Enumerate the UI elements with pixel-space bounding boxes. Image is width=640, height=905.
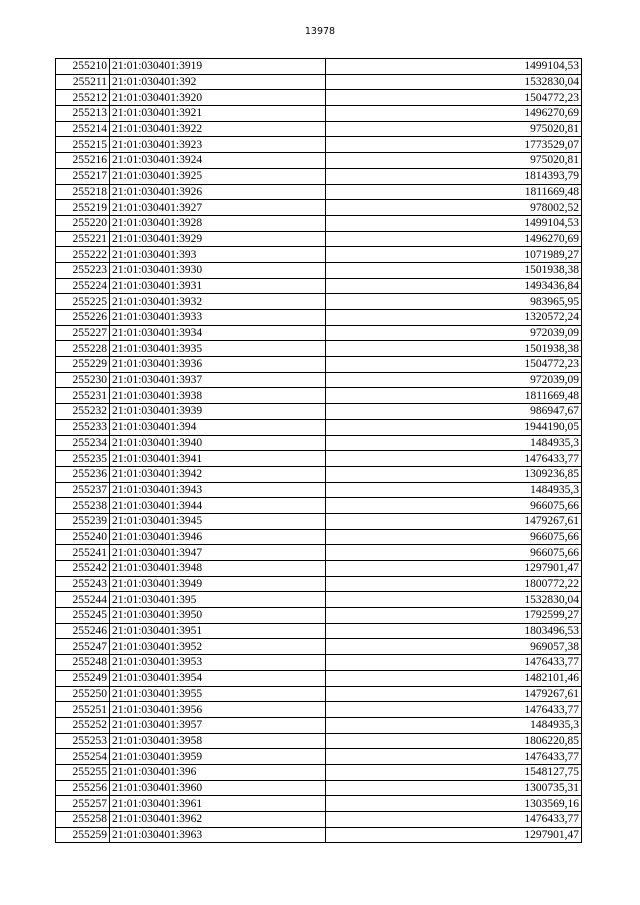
cadastral-value-cell: 1944190,05 — [326, 419, 582, 435]
cadastral-number-cell: 21:01:030401:3920 — [110, 90, 326, 106]
cadastral-number-cell: 21:01:030401:3957 — [110, 717, 326, 733]
row-number-cell: 255220 — [56, 215, 110, 231]
cadastral-value-cell: 1792599,27 — [326, 608, 582, 624]
cadastral-number-cell: 21:01:030401:3958 — [110, 733, 326, 749]
table-row — [56, 670, 582, 686]
table-row — [56, 435, 582, 451]
cadastral-number-cell: 21:01:030401:3951 — [110, 623, 326, 639]
row-number-cell: 255250 — [56, 686, 110, 702]
table-row — [56, 215, 582, 231]
cadastral-number-cell: 21:01:030401:3923 — [110, 137, 326, 153]
cadastral-value-cell: 1476433,77 — [326, 451, 582, 467]
cadastral-value-cell: 975020,81 — [326, 153, 582, 169]
cadastral-number-cell: 21:01:030401:3962 — [110, 812, 326, 828]
cadastral-number-cell: 21:01:030401:395 — [110, 592, 326, 608]
cadastral-value-cell: 1499104,53 — [326, 215, 582, 231]
cadastral-value-cell: 1300735,31 — [326, 780, 582, 796]
row-number-cell: 255229 — [56, 357, 110, 373]
row-number-cell: 255228 — [56, 341, 110, 357]
cadastral-number-cell: 21:01:030401:3946 — [110, 529, 326, 545]
table-row — [56, 200, 582, 216]
cadastral-value-cell: 1479267,61 — [326, 686, 582, 702]
row-number-cell: 255210 — [56, 59, 110, 75]
cadastral-value-cell: 1476433,77 — [326, 702, 582, 718]
cadastral-number-cell: 21:01:030401:393 — [110, 247, 326, 263]
table-row — [56, 325, 582, 341]
row-number-cell: 255237 — [56, 482, 110, 498]
table-row — [56, 262, 582, 278]
cadastral-number-cell: 21:01:030401:392 — [110, 74, 326, 90]
cadastral-value-cell: 1548127,75 — [326, 764, 582, 780]
cadastral-value-cell: 1811669,48 — [326, 388, 582, 404]
table-row — [56, 74, 582, 90]
cadastral-number-cell: 21:01:030401:3953 — [110, 655, 326, 671]
row-number-cell: 255230 — [56, 372, 110, 388]
cadastral-number-cell: 21:01:030401:3956 — [110, 702, 326, 718]
cadastral-value-cell: 1320572,24 — [326, 310, 582, 326]
row-number-cell: 255216 — [56, 153, 110, 169]
cadastral-value-cell: 978002,52 — [326, 200, 582, 216]
cadastral-value-cell: 1499104,53 — [326, 59, 582, 75]
cadastral-value-cell: 1504772,23 — [326, 357, 582, 373]
cadastral-number-cell: 21:01:030401:3928 — [110, 215, 326, 231]
cadastral-value-cell: 1071989,27 — [326, 247, 582, 263]
row-number-cell: 255255 — [56, 764, 110, 780]
cadastral-number-cell: 21:01:030401:3941 — [110, 451, 326, 467]
cadastral-value-cell: 1479267,61 — [326, 513, 582, 529]
table-row — [56, 59, 582, 75]
cadastral-value-cell: 986947,67 — [326, 404, 582, 420]
cadastral-value-cell: 1532830,04 — [326, 74, 582, 90]
cadastral-value-cell: 1484935,3 — [326, 435, 582, 451]
row-number-cell: 255249 — [56, 670, 110, 686]
row-number-cell: 255239 — [56, 513, 110, 529]
table-row — [56, 733, 582, 749]
table-row — [56, 513, 582, 529]
table-row — [56, 576, 582, 592]
row-number-cell: 255248 — [56, 655, 110, 671]
cadastral-number-cell: 21:01:030401:3930 — [110, 262, 326, 278]
row-number-cell: 255251 — [56, 702, 110, 718]
cadastral-number-cell: 21:01:030401:3963 — [110, 827, 326, 843]
row-number-cell: 255241 — [56, 545, 110, 561]
table-row — [56, 749, 582, 765]
table-row — [56, 498, 582, 514]
table-row — [56, 482, 582, 498]
row-number-cell: 255257 — [56, 796, 110, 812]
cadastral-number-cell: 21:01:030401:3932 — [110, 294, 326, 310]
table-row — [56, 404, 582, 420]
cadastral-value-cell: 1297901,47 — [326, 561, 582, 577]
row-number-cell: 255224 — [56, 278, 110, 294]
row-number-cell: 255234 — [56, 435, 110, 451]
cadastral-value-cell: 966075,66 — [326, 498, 582, 514]
table-row — [56, 592, 582, 608]
cadastral-number-cell: 21:01:030401:3950 — [110, 608, 326, 624]
cadastral-number-cell: 21:01:030401:3942 — [110, 466, 326, 482]
cadastral-value-cell: 975020,81 — [326, 121, 582, 137]
cadastral-number-cell: 21:01:030401:3929 — [110, 231, 326, 247]
cadastral-value-cell: 1532830,04 — [326, 592, 582, 608]
table-row — [56, 90, 582, 106]
cadastral-number-cell: 21:01:030401:3927 — [110, 200, 326, 216]
table-row — [56, 153, 582, 169]
row-number-cell: 255254 — [56, 749, 110, 765]
row-number-cell: 255259 — [56, 827, 110, 843]
row-number-cell: 255221 — [56, 231, 110, 247]
cadastral-value-table — [55, 58, 582, 843]
cadastral-number-cell: 21:01:030401:3943 — [110, 482, 326, 498]
table-row — [56, 545, 582, 561]
cadastral-value-cell: 1814393,79 — [326, 168, 582, 184]
row-number-cell: 255236 — [56, 466, 110, 482]
cadastral-value-cell: 1496270,69 — [326, 231, 582, 247]
cadastral-number-cell: 21:01:030401:3954 — [110, 670, 326, 686]
cadastral-value-cell: 1484935,3 — [326, 482, 582, 498]
cadastral-number-cell: 21:01:030401:3959 — [110, 749, 326, 765]
cadastral-number-cell: 21:01:030401:3960 — [110, 780, 326, 796]
cadastral-value-cell: 972039,09 — [326, 325, 582, 341]
row-number-cell: 255233 — [56, 419, 110, 435]
table-row — [56, 561, 582, 577]
table-row — [56, 106, 582, 122]
cadastral-value-cell: 969057,38 — [326, 639, 582, 655]
row-number-cell: 255213 — [56, 106, 110, 122]
row-number-cell: 255211 — [56, 74, 110, 90]
row-number-cell: 255253 — [56, 733, 110, 749]
cadastral-number-cell: 21:01:030401:3936 — [110, 357, 326, 373]
table-row — [56, 686, 582, 702]
cadastral-number-cell: 21:01:030401:3921 — [110, 106, 326, 122]
row-number-cell: 255219 — [56, 200, 110, 216]
table-row — [56, 341, 582, 357]
table-row — [56, 764, 582, 780]
cadastral-number-cell: 21:01:030401:3955 — [110, 686, 326, 702]
cadastral-number-cell: 21:01:030401:3931 — [110, 278, 326, 294]
row-number-cell: 255245 — [56, 608, 110, 624]
table-row — [56, 294, 582, 310]
table-row — [56, 623, 582, 639]
cadastral-value-cell: 1493436,84 — [326, 278, 582, 294]
cadastral-number-cell: 21:01:030401:3937 — [110, 372, 326, 388]
table-row — [56, 168, 582, 184]
table-row — [56, 231, 582, 247]
row-number-cell: 255222 — [56, 247, 110, 263]
row-number-cell: 255242 — [56, 561, 110, 577]
table-row — [56, 780, 582, 796]
table-row — [56, 717, 582, 733]
row-number-cell: 255217 — [56, 168, 110, 184]
cadastral-number-cell: 21:01:030401:394 — [110, 419, 326, 435]
cadastral-value-cell: 1476433,77 — [326, 655, 582, 671]
cadastral-value-cell: 1800772,22 — [326, 576, 582, 592]
cadastral-number-cell: 21:01:030401:3933 — [110, 310, 326, 326]
cadastral-number-cell: 21:01:030401:3926 — [110, 184, 326, 200]
table-row — [56, 608, 582, 624]
cadastral-number-cell: 21:01:030401:396 — [110, 764, 326, 780]
row-number-cell: 255225 — [56, 294, 110, 310]
cadastral-value-cell: 983965,95 — [326, 294, 582, 310]
table-row — [56, 419, 582, 435]
cadastral-number-cell: 21:01:030401:3919 — [110, 59, 326, 75]
table-row — [56, 310, 582, 326]
row-number-cell: 255226 — [56, 310, 110, 326]
table-row — [56, 702, 582, 718]
row-number-cell: 255212 — [56, 90, 110, 106]
cadastral-value-cell: 1496270,69 — [326, 106, 582, 122]
row-number-cell: 255215 — [56, 137, 110, 153]
cadastral-number-cell: 21:01:030401:3952 — [110, 639, 326, 655]
table-row — [56, 121, 582, 137]
table-row — [56, 639, 582, 655]
row-number-cell: 255231 — [56, 388, 110, 404]
cadastral-number-cell: 21:01:030401:3945 — [110, 513, 326, 529]
table-row — [56, 451, 582, 467]
cadastral-value-cell: 1501938,38 — [326, 341, 582, 357]
table-row — [56, 388, 582, 404]
cadastral-value-cell: 972039,09 — [326, 372, 582, 388]
cadastral-number-cell: 21:01:030401:3948 — [110, 561, 326, 577]
table-row — [56, 137, 582, 153]
cadastral-number-cell: 21:01:030401:3940 — [110, 435, 326, 451]
row-number-cell: 255240 — [56, 529, 110, 545]
row-number-cell: 255243 — [56, 576, 110, 592]
cadastral-number-cell: 21:01:030401:3924 — [110, 153, 326, 169]
row-number-cell: 255227 — [56, 325, 110, 341]
cadastral-number-cell: 21:01:030401:3961 — [110, 796, 326, 812]
cadastral-number-cell: 21:01:030401:3934 — [110, 325, 326, 341]
cadastral-number-cell: 21:01:030401:3947 — [110, 545, 326, 561]
cadastral-number-cell: 21:01:030401:3944 — [110, 498, 326, 514]
row-number-cell: 255232 — [56, 404, 110, 420]
cadastral-value-cell: 966075,66 — [326, 545, 582, 561]
row-number-cell: 255258 — [56, 812, 110, 828]
cadastral-value-cell: 1773529,07 — [326, 137, 582, 153]
table-row — [56, 278, 582, 294]
table-row — [56, 796, 582, 812]
row-number-cell: 255238 — [56, 498, 110, 514]
cadastral-value-cell: 1504772,23 — [326, 90, 582, 106]
table-row — [56, 529, 582, 545]
row-number-cell: 255246 — [56, 623, 110, 639]
cadastral-value-cell: 1482101,46 — [326, 670, 582, 686]
cadastral-value-cell: 1501938,38 — [326, 262, 582, 278]
cadastral-value-cell: 1309236,85 — [326, 466, 582, 482]
table-row — [56, 466, 582, 482]
cadastral-number-cell: 21:01:030401:3925 — [110, 168, 326, 184]
cadastral-value-cell: 1476433,77 — [326, 749, 582, 765]
table-row — [56, 184, 582, 200]
row-number-cell: 255235 — [56, 451, 110, 467]
table-row — [56, 827, 582, 843]
cadastral-value-cell: 1297901,47 — [326, 827, 582, 843]
cadastral-number-cell: 21:01:030401:3935 — [110, 341, 326, 357]
table-row — [56, 357, 582, 373]
cadastral-value-cell: 966075,66 — [326, 529, 582, 545]
cadastral-number-cell: 21:01:030401:3922 — [110, 121, 326, 137]
table-body — [56, 59, 582, 843]
table-row — [56, 372, 582, 388]
cadastral-value-cell: 1476433,77 — [326, 812, 582, 828]
row-number-cell: 255256 — [56, 780, 110, 796]
row-number-cell: 255223 — [56, 262, 110, 278]
cadastral-number-cell: 21:01:030401:3939 — [110, 404, 326, 420]
row-number-cell: 255252 — [56, 717, 110, 733]
table-row — [56, 655, 582, 671]
cadastral-value-cell: 1303569,16 — [326, 796, 582, 812]
cadastral-value-cell: 1811669,48 — [326, 184, 582, 200]
table-row — [56, 812, 582, 828]
cadastral-number-cell: 21:01:030401:3938 — [110, 388, 326, 404]
page-number: 13978 — [304, 26, 336, 37]
table-row — [56, 247, 582, 263]
row-number-cell: 255218 — [56, 184, 110, 200]
row-number-cell: 255244 — [56, 592, 110, 608]
cadastral-value-cell: 1806220,85 — [326, 733, 582, 749]
cadastral-number-cell: 21:01:030401:3949 — [110, 576, 326, 592]
cadastral-value-cell: 1484935,3 — [326, 717, 582, 733]
cadastral-value-cell: 1803496,53 — [326, 623, 582, 639]
row-number-cell: 255214 — [56, 121, 110, 137]
row-number-cell: 255247 — [56, 639, 110, 655]
